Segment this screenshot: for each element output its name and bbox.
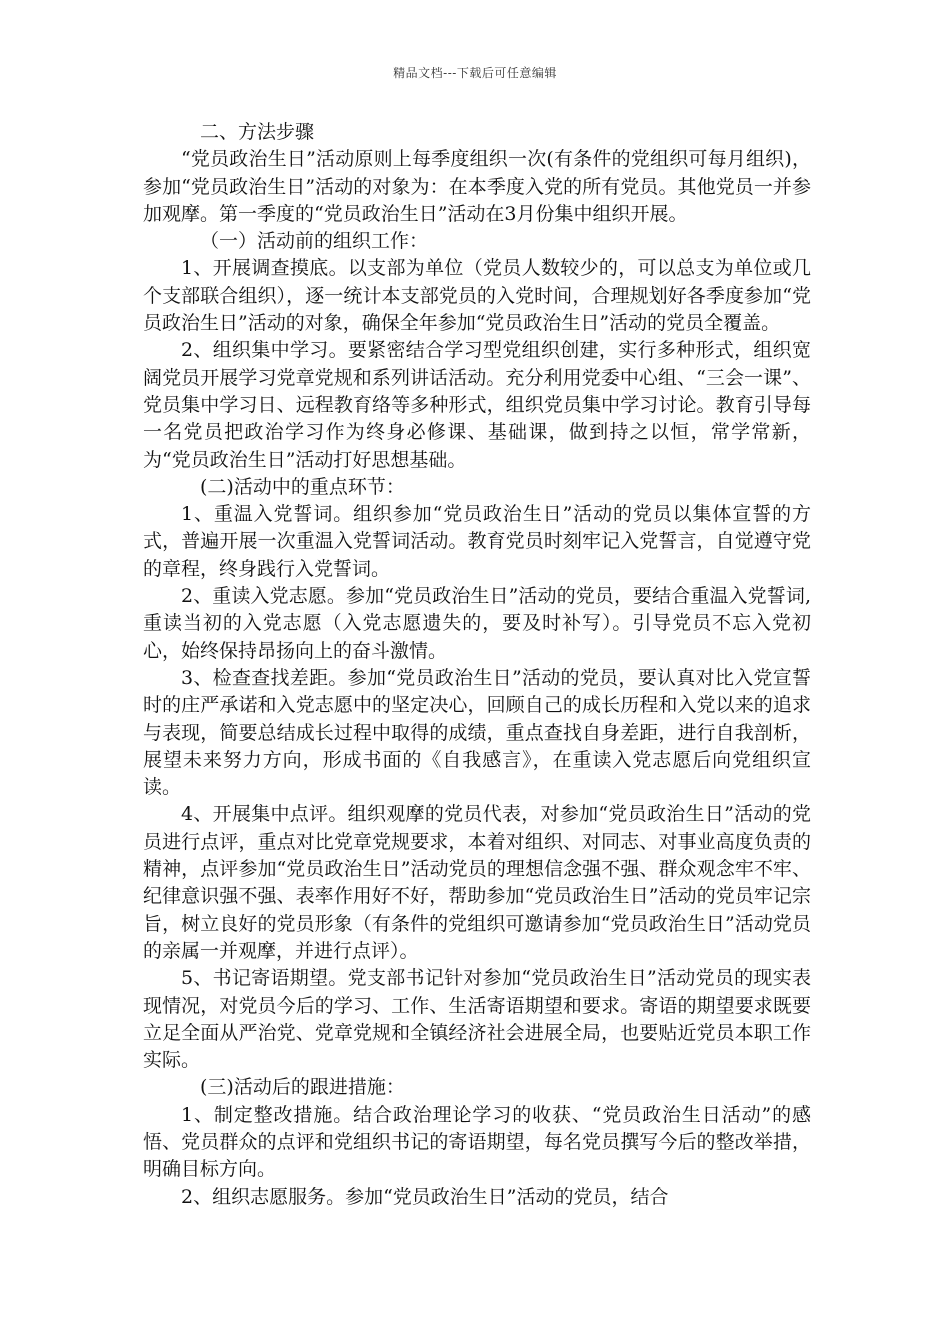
paragraph: 1、制定整改措施。结合政治理论学习的收获、“党员政治生日活动”的感悟、党员群众的点评和党组织书记的寄语期望，每名党员撰写今后的整改举措，明确目标方向。 (143, 1103, 811, 1181)
subsection-heading: (三)活动后的跟进措施： (200, 1076, 405, 1099)
subsection-heading: (二)活动中的重点环节： (200, 475, 405, 498)
subsection-heading: （一）活动前的组织工作： (200, 230, 429, 253)
paragraph: 3、检查查找差距。参加“党员政治生日”活动的党员，要认真对比入党宣誓时的庄严承诺和入党志愿中的坚定决心，回顾自己的成长历程和入党以来的追求与表现，简要总结成长过程中取得的成绩，重点查找自身差距，进行自我剖析，展望未来努力方向，形成书面的《自我感言》，在重读入党志愿后向党组织宣读。 (143, 666, 811, 799)
paragraph: 1、开展调查摸底。以支部为单位（党员人数较少的，可以总支为单位或几个支部联合组织），逐一统计本支部党员的入党时间，合理规划好各季度参加“党员政治生日”活动的对象，确保全年参加“党员政治生日”活动的党员全覆盖。 (143, 257, 811, 335)
paragraph: 2、组织志愿服务。参加“党员政治生日”活动的党员，结合 (181, 1185, 669, 1208)
page-header: 精品文档---下载后可任意编辑 (393, 66, 557, 80)
document-body (143, 119, 811, 1211)
paragraph: 2、组织集中学习。要紧密结合学习型党组织创建，实行多种形式，组织宽阔党员开展学习党章党规和系列讲话活动。充分利用党委中心组、“三会一课”、党员集中学习日、远程教育络等多种形式，组织党员集中学习讨论。教育引导每一名党员把政治学习作为终身必修课、基础课，做到持之以恒，常学常新，为“党员政治生日”活动打好思想基础。 (143, 339, 811, 471)
paragraph: 4、开展集中点评。组织观摩的党员代表，对参加“党员政治生日”活动的党员进行点评，重点对比党章党规要求，本着对组织、对同志、对事业高度负责的精神，点评参加“党员政治生日”活动党员的理想信念强不强、群众观念牢不牢、纪律意识强不强、表率作用好不好，帮助参加“党员政治生日”活动的党员牢记宗旨，树立良好的党员形象（有条件的党组织可邀请参加“党员政治生日”活动党员的亲属一并观摩，并进行点评）。 (143, 803, 811, 962)
paragraph: 1、重温入党誓词。组织参加“党员政治生日”活动的党员以集体宣誓的方式，普遍开展一次重温入党誓词活动。教育党员时刻牢记入党誓言，自觉遵守党的章程，终身践行入党誓词。 (143, 503, 811, 580)
section-heading: 二、方法步骤 (200, 121, 315, 143)
paragraph: 5、书记寄语期望。党支部书记针对参加“党员政治生日”活动党员的现实表现情况，对党员今后的学习、工作、生活寄语期望和要求。寄语的期望要求既要立足全面从严治党、党章党规和全镇经济社会进展全局，也要贴近党员本职工作实际。 (143, 967, 811, 1072)
paragraph: “党员政治生日”活动原则上每季度组织一次(有条件的党组织可每月组织)，参加“党员政治生日”活动的对象为：在本季度入党的所有党员。其他党员一并参加观摩。第一季度的“党员政治生日”活动在3月份集中组织开展。 (143, 148, 811, 225)
paragraph: 2、重读入党志愿。参加“党员政治生日”活动的党员，要结合重温入党誓词,重读当初的入党志愿（入党志愿遗失的，要及时补写）。引导党员不忘入党初心，始终保持昂扬向上的奋斗激情。 (143, 585, 811, 662)
